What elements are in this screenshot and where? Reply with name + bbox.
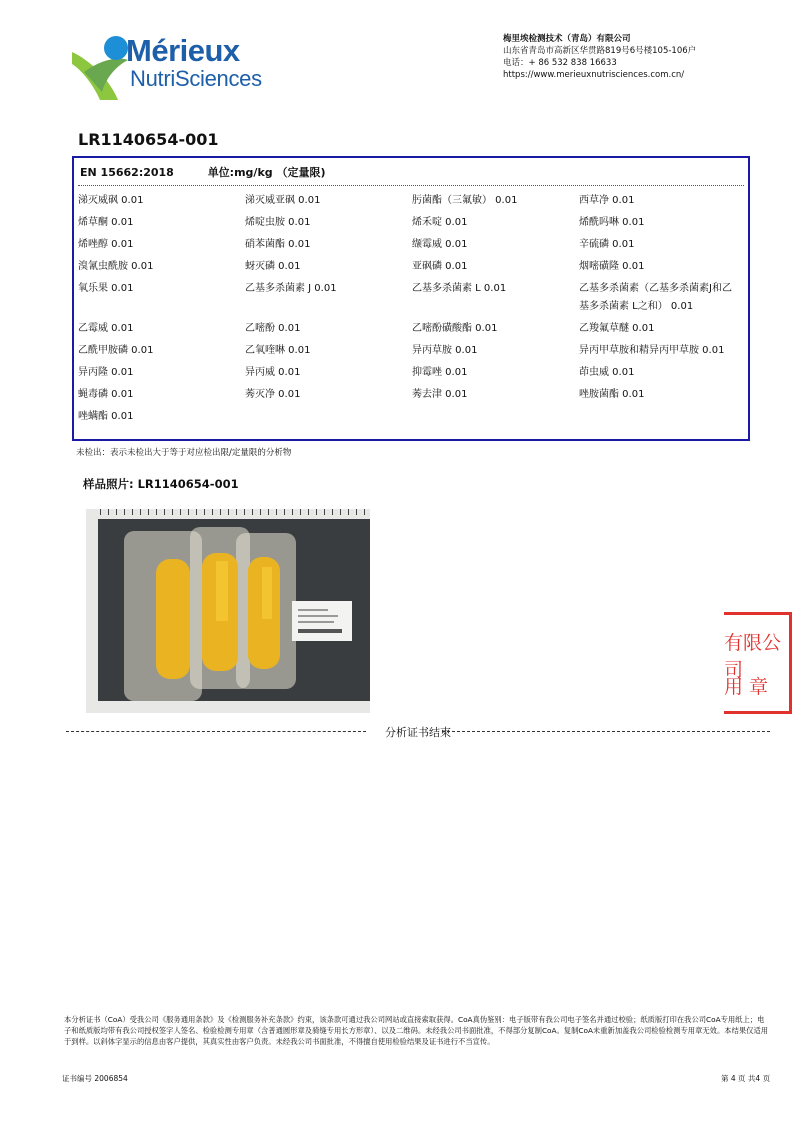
result-cell: 烯唑醇 0.01: [78, 239, 134, 250]
footer-disclaimer: 本分析证书（CoA）受我公司《服务通用条款》及《检测服务补充条款》约束，该条款可通过我公司网站或直接索取获得。CoA真伪鉴别：电子版带有我公司电子签名并通过校验；纸质版打印在我公司CoA专用纸上；电子和纸质版均带有我公司授权签字人签名、检验检测专用章（含普通圆形章及骑缝专用长方形章）、以及二维码。未经我公司书面批准，不得部分复制CoA。复制CoA未重新加盖我公司检验检测专用章无效。本结果仅适用于到样。以斜体字显示的信息由客户提供，其真实性由客户负责。未经我公司书面批准，不得擅自使用检验结果及证书进行不当宣传。: [64, 1015, 769, 1046]
dotted-divider: [78, 185, 744, 186]
ruler-tick: [156, 509, 157, 515]
result-cell: 辛硫磷 0.01: [579, 239, 635, 250]
ruler-tick: [212, 509, 213, 515]
result-cell: 涕灭威砜 0.01: [78, 195, 144, 206]
result-cell: 烯啶虫胺 0.01: [245, 217, 311, 228]
ruler-tick: [108, 509, 109, 515]
result-cell: [579, 408, 746, 426]
result-cell: 莠灭净 0.01: [245, 389, 301, 400]
product-label: [262, 567, 272, 619]
ruler-tick: [364, 509, 365, 515]
ruler-tick: [148, 509, 149, 515]
footnote: 未检出：表示未检出大于等于对应检出限/定量限的分析物: [76, 448, 292, 458]
unit-label: 单位:mg/kg （定量限): [207, 166, 326, 179]
result-cell: 乙羧氟草醚 0.01: [579, 323, 655, 334]
ruler-tick: [340, 509, 341, 515]
company-website[interactable]: https://www.merieuxnutrisciences.com.cn/: [503, 70, 685, 80]
ruler-tick: [324, 509, 325, 515]
certificate-number: 证书编号 2006854: [62, 1074, 128, 1083]
result-row: [78, 320, 746, 338]
ruler-tick: [260, 509, 261, 515]
result-cell: 异丙甲草胺和精异丙甲草胺 0.01: [579, 345, 725, 356]
ruler-tick: [348, 509, 349, 515]
ruler-tick: [316, 509, 317, 515]
ruler-tick: [268, 509, 269, 515]
result-cell: 异丙草胺 0.01: [412, 345, 478, 356]
result-row: [78, 364, 746, 382]
result-cell: 亚砜磷 0.01: [412, 261, 468, 272]
ruler-tick: [244, 509, 245, 515]
ruler-left: [86, 509, 98, 713]
ruler-tick: [124, 509, 125, 515]
company-address: 山东省青岛市高新区华贯路819号6号楼105-106户: [503, 46, 697, 56]
ruler-tick: [140, 509, 141, 515]
result-cell: 氧乐果 0.01: [78, 283, 134, 294]
ruler-tick: [300, 509, 301, 515]
result-cell: 烯禾啶 0.01: [412, 217, 468, 228]
result-row: [78, 214, 746, 232]
ruler-tick: [220, 509, 221, 515]
ruler-tick: [356, 509, 357, 515]
corn-cob: [156, 559, 190, 679]
result-cell: 乙霉威 0.01: [78, 323, 134, 334]
result-cell: 硝苯菌酯 0.01: [245, 239, 311, 250]
ruler-tick: [188, 509, 189, 515]
result-cell: 乙基多杀菌素 J 0.01: [245, 283, 337, 294]
ruler-tick: [196, 509, 197, 515]
ruler-tick: [132, 509, 133, 515]
result-cell: 乙基多杀菌素 L 0.01: [412, 283, 507, 294]
result-cell: 涕灭威亚砜 0.01: [245, 195, 321, 206]
ruler-tick: [116, 509, 117, 515]
result-cell: [412, 408, 579, 426]
seal-text-line2: 用 章: [724, 676, 769, 698]
result-cell: 乙氧喹啉 0.01: [245, 345, 311, 356]
ruler-tick: [228, 509, 229, 515]
result-cell: 莠去津 0.01: [412, 389, 468, 400]
result-cell: 唑螨酯 0.01: [78, 411, 134, 422]
seal-text-line1: 有限公司: [724, 632, 782, 681]
ruler-tick: [100, 509, 101, 515]
ruler-tick: [252, 509, 253, 515]
result-row: [78, 280, 746, 316]
result-cell: 烯草酮 0.01: [78, 217, 134, 228]
result-cell: 烟嘧磺隆 0.01: [579, 261, 645, 272]
result-cell: 茚虫威 0.01: [579, 367, 635, 378]
result-cell: 乙嘧酚 0.01: [245, 323, 301, 334]
ruler-tick: [204, 509, 205, 515]
photo-title: 样品照片: LR1140654-001: [83, 477, 239, 491]
result-cell: 蚜灭磷 0.01: [245, 261, 301, 272]
result-cell: 烯酰吗啉 0.01: [579, 217, 645, 228]
result-cell: 肟菌酯（三氟敏） 0.01: [412, 195, 518, 206]
result-cell: 异丙威 0.01: [245, 367, 301, 378]
company-phone: 电话：+ 86 532 838 16633: [503, 58, 617, 68]
logo-wordmark-line1: Mérieux: [126, 33, 240, 68]
result-cell: 乙酰甲胺磷 0.01: [78, 345, 154, 356]
results-table: [72, 156, 750, 441]
ruler-tick: [164, 509, 165, 515]
ruler-tick: [292, 509, 293, 515]
end-label: 分析证书结束: [385, 726, 451, 739]
ruler-tick: [236, 509, 237, 515]
result-cell: 缬霉威 0.01: [412, 239, 468, 250]
end-of-certificate: [66, 724, 770, 740]
results-grid: [78, 192, 746, 430]
ruler-tick: [308, 509, 309, 515]
sample-card: [292, 601, 352, 641]
result-cell: 蝇毒磷 0.01: [78, 389, 134, 400]
product-label: [216, 561, 228, 621]
method-label: EN 15662:2018: [80, 166, 174, 179]
result-cell: 乙基多杀菌素（乙基多杀菌素J和乙基多杀菌素 L之和） 0.01: [579, 283, 732, 312]
ruler-tick: [276, 509, 277, 515]
result-row: [78, 408, 746, 426]
result-cell: 抑霉唑 0.01: [412, 367, 468, 378]
result-row: [78, 236, 746, 254]
result-cell: 唑胺菌酯 0.01: [579, 389, 645, 400]
sample-photo: [86, 509, 370, 713]
ruler-tick: [284, 509, 285, 515]
result-cell: [245, 408, 412, 426]
ruler-tick: [180, 509, 181, 515]
result-cell: 乙嘧酚磺酸酯 0.01: [412, 323, 498, 334]
result-row: [78, 258, 746, 276]
result-row: [78, 386, 746, 404]
company-name: 梅里埃检测技术（青岛）有限公司: [503, 34, 631, 44]
result-cell: 异丙隆 0.01: [78, 367, 134, 378]
ruler-bottom: [86, 701, 370, 713]
logo-wordmark-line2: NutriSciences: [130, 66, 262, 91]
result-row: [78, 342, 746, 360]
ruler-tick: [172, 509, 173, 515]
page-number: 第 4 页 共4 页: [721, 1074, 771, 1083]
result-cell: 溴氰虫酰胺 0.01: [78, 261, 154, 272]
ruler-tick: [332, 509, 333, 515]
result-row: [78, 192, 746, 210]
report-id: LR1140654-001: [78, 130, 219, 149]
company-info: [503, 33, 696, 81]
results-header: [80, 164, 356, 180]
ruler-top: [86, 509, 370, 519]
result-cell: 西草净 0.01: [579, 195, 635, 206]
